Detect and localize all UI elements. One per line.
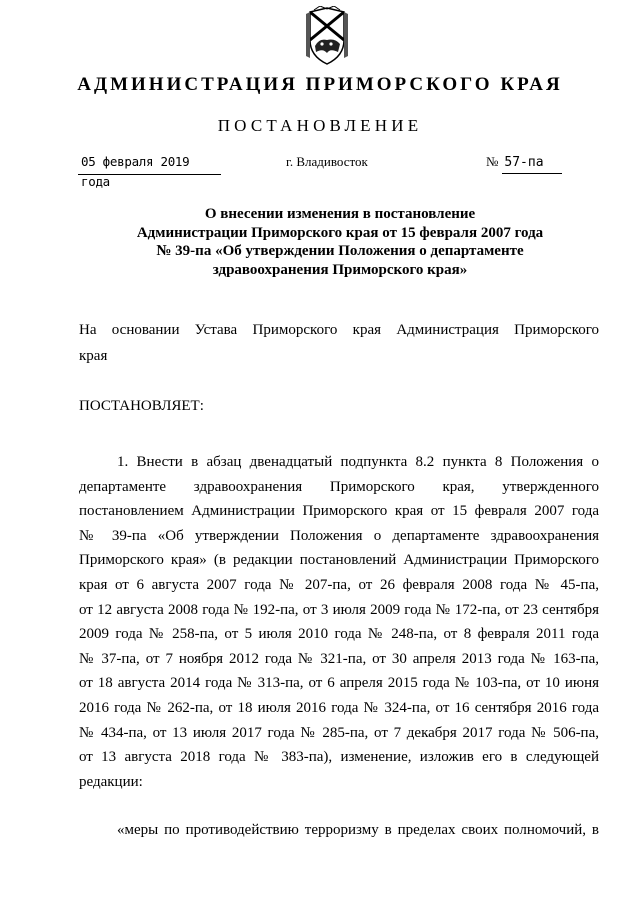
coat-of-arms-emblem bbox=[300, 6, 354, 68]
paragraph-line: от 18 августа 2014 года № 313-па, от 6 апреля 2015 года № 103-па, от 10 июня bbox=[79, 675, 599, 692]
intro-paragraph-line1: На основании Устава Приморского края Администрация Приморского bbox=[79, 322, 599, 338]
paragraph-line: от 12 августа 2008 года № 192-па, от 3 июля 2009 года № 172-па, от 23 сентября bbox=[79, 601, 599, 618]
paragraph-line: постановлением Администрации Приморского края от 15 февраля 2007 года bbox=[79, 503, 599, 520]
paragraph-line: 1. Внести в абзац двенадцатый подпункта 8.2 пункта 8 Положения о bbox=[117, 454, 599, 470]
title-line: О внесении изменения в постановление bbox=[204, 206, 476, 222]
number-value: 57-па bbox=[502, 153, 562, 174]
paragraph-line: редакции: bbox=[79, 773, 143, 790]
title-line: Администрации Приморского края от 15 февраля 2007 года bbox=[136, 224, 544, 241]
title-line: здравоохранения Приморского края» bbox=[212, 261, 468, 278]
document-number bbox=[486, 152, 562, 174]
paragraph-line: № 37-па, от 7 ноября 2012 года № 321-па, от 30 апреля 2013 года № 163-па, bbox=[79, 650, 599, 667]
document-title bbox=[80, 205, 600, 279]
paragraph-line: Приморского края» (в редакции постановлений Администрации Приморского bbox=[79, 552, 599, 569]
quote-line: «меры по противодействию терроризму в пределах своих полномочий, в bbox=[117, 822, 599, 838]
paragraph-line: 2016 года № 262-па, от 18 июля 2016 года № 324-па, от 16 сентября 2016 года bbox=[79, 699, 599, 716]
paragraph-line: края от 6 августа 2007 года № 207-па, от 26 февраля 2008 года № 45-па, bbox=[79, 576, 599, 593]
document-type: ПОСТАНОВЛЕНИЕ bbox=[217, 116, 423, 135]
intro-paragraph-line2: края bbox=[79, 348, 108, 364]
document-city: г. Владивосток bbox=[286, 154, 368, 169]
item-1-paragraph bbox=[79, 450, 599, 794]
decree-word: ПОСТАНОВЛЯЕТ: bbox=[79, 398, 204, 414]
paragraph-line: от 13 августа 2018 года № 383-па), изменение, изложив его в следующей bbox=[79, 749, 599, 766]
organization-name: АДМИНИСТРАЦИЯ ПРИМОРСКОГО КРАЯ bbox=[77, 74, 563, 95]
number-sign: № bbox=[486, 154, 499, 169]
document-date: 05 февраля 2019 года bbox=[78, 152, 221, 175]
title-line: № 39-па «Об утверждении Положения о департаменте bbox=[156, 243, 524, 259]
paragraph-line: № 434-па, от 13 июля 2017 года № 285-па, от 7 декабря 2017 года № 506-па, bbox=[79, 724, 599, 741]
paragraph-line: № 39-па «Об утверждении Положения о департаменте здравоохранения bbox=[79, 527, 599, 544]
paragraph-line: департаменте здравоохранения Приморского края, утвержденного bbox=[79, 478, 599, 495]
paragraph-line: 2009 года № 258-па, от 5 июля 2010 года № 248-па, от 8 февраля 2011 года bbox=[79, 626, 599, 643]
